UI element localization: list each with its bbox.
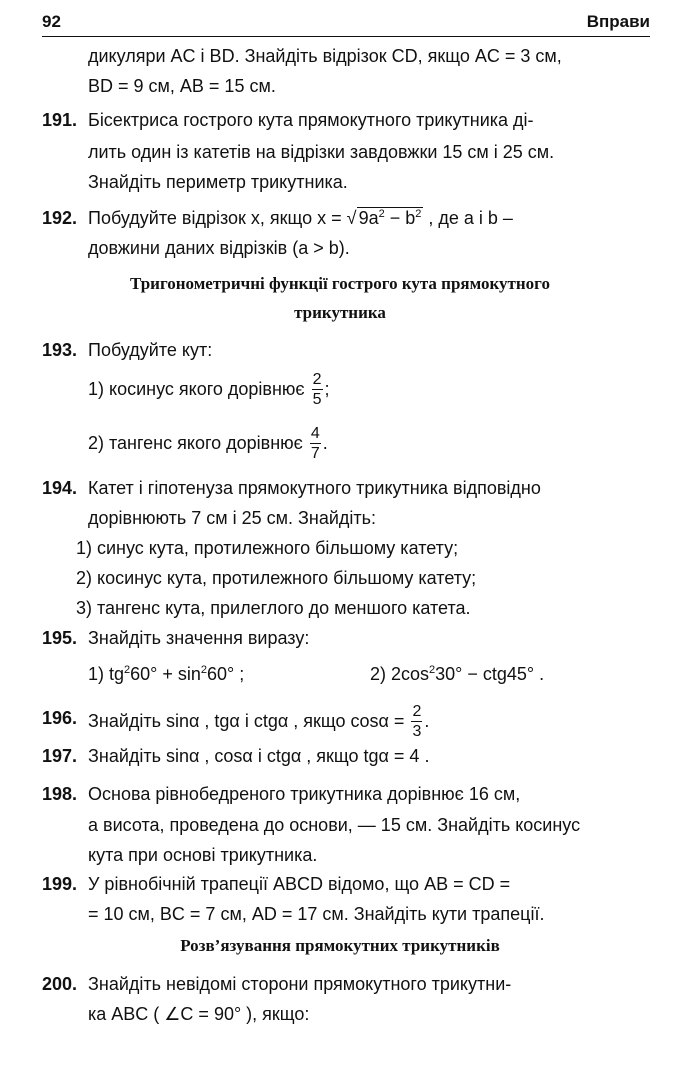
- exercise-196-line-1: [88, 704, 429, 740]
- punctuation: ;: [324, 378, 330, 399]
- exercise-192-line-1: [88, 208, 513, 229]
- page-header: [42, 10, 650, 37]
- exercise-198-line-1: Основа рівнобедреного трикутника дорівнює 16 см,: [88, 784, 521, 804]
- exercise-195-item-1: [88, 664, 244, 685]
- exercise-198-number: 198.: [42, 784, 78, 804]
- punctuation: .: [322, 432, 328, 453]
- exercise-191-line-2: лить один із катетів на відрізки завдовжки 15 см і 25 см.: [88, 142, 555, 162]
- exponent: 2: [200, 664, 208, 676]
- fraction-numerator: 2: [412, 703, 422, 720]
- exercise-200-number: 200.: [42, 974, 78, 994]
- exercise-198-line-2: а висота, проведена до основи, — 15 см. Знайдіть косинус: [88, 815, 581, 835]
- exercise-193-item-1: [88, 372, 330, 408]
- exercise-198-line-3: кута при основі трикутника.: [88, 845, 318, 865]
- radicand-b: b: [405, 208, 416, 228]
- fraction-2-5: [312, 372, 323, 408]
- exercise-197-number: 197.: [42, 746, 78, 766]
- exponent-a: 2: [378, 208, 385, 220]
- exercise-191-line-1: Бісектриса гострого кута прямокутного трикутника ді-: [88, 110, 534, 130]
- exercise-194-item-2: 2) косинус кута, протилежного більшому катету;: [76, 568, 477, 588]
- exercise-193-item-2-text: 2) тангенс якого дорівнює: [88, 432, 303, 453]
- exercise-190-line-2: BD = 9 см, AB = 15 см.: [88, 76, 276, 96]
- section-name: Вправи: [586, 12, 650, 31]
- exercise-200-line-2: ка ABC ( ∠C = 90° ), якщо:: [88, 1004, 310, 1024]
- exercise-199-number: 199.: [42, 874, 78, 894]
- fraction-denominator: 3: [412, 723, 422, 740]
- exercise-200-line-1: Знайдіть невідомі сторони прямокутного трикутни-: [88, 974, 512, 994]
- fraction-numerator: 4: [310, 425, 320, 442]
- exponent-b: 2: [415, 208, 422, 220]
- exercise-194-line-2: дорівнюють 7 см і 25 см. Знайдіть:: [88, 508, 377, 528]
- exercise-191-number: 191.: [42, 110, 78, 130]
- exercise-196-text: Знайдіть sinα , tgα і ctgα , якщо cosα =: [88, 710, 405, 731]
- fraction-denominator: 7: [310, 445, 320, 462]
- section-heading-solving-triangles: Розв’язування прямокутних трикутників: [180, 936, 500, 955]
- exercise-193-number: 193.: [42, 340, 78, 360]
- page-number: 92: [42, 12, 61, 31]
- expr-part: 60° + sin: [130, 664, 201, 684]
- exercise-192-line-2: довжини даних відрізків (a > b).: [88, 238, 350, 258]
- exercise-195-number: 195.: [42, 628, 78, 648]
- expr-part: 2) 2cos: [370, 664, 430, 684]
- punctuation: .: [424, 710, 430, 731]
- radicand-a: 9a: [358, 208, 379, 228]
- fraction-denominator: 5: [312, 391, 322, 408]
- exercise-195-line-1: Знайдіть значення виразу:: [88, 628, 310, 648]
- square-root-expression: √ $9a^2 - b^2$: [346, 208, 422, 228]
- exercise-199-line-1: У рівнобічній трапеції ABCD відомо, що AB = CD =: [88, 874, 511, 894]
- expr-part: 30° − ctg45° .: [435, 664, 545, 684]
- exercise-199-line-2: = 10 см, BC = 7 см, AD = 17 см. Знайдіть кути трапеції.: [88, 904, 545, 924]
- expr-part: 60° ;: [207, 664, 245, 684]
- exponent: 2: [124, 664, 131, 676]
- exponent: 2: [429, 664, 436, 676]
- exercise-194-line-1: Катет і гіпотенуза прямокутного трикутника відповідно: [88, 478, 541, 498]
- exercise-197-line-1: Знайдіть sinα , cosα і ctgα , якщо tgα = 4 .: [88, 746, 430, 766]
- exercise-193-item-2: [88, 426, 328, 462]
- exercise-190-line-1: дикуляри AC і BD. Знайдіть відрізок CD, якщо AC = 3 см,: [88, 46, 562, 66]
- exercise-194-item-3: 3) тангенс кута, прилеглого до меншого катета.: [76, 598, 471, 618]
- exercise-193-line-1: Побудуйте кут:: [88, 340, 213, 360]
- fraction-numerator: 2: [312, 371, 322, 388]
- section-heading-trig-line-2: трикутника: [294, 303, 386, 322]
- exercise-192-text-a: Побудуйте відрізок x, якщо x =: [88, 208, 342, 228]
- exercise-192-number: 192.: [42, 208, 78, 228]
- exercise-194-item-1: 1) синус кута, протилежного більшому катету;: [76, 538, 459, 558]
- exercise-192-text-b: , де a і b –: [428, 208, 513, 228]
- fraction-4-7: [310, 426, 321, 462]
- section-heading-trig-line-1: Тригонометричні функції гострого кута прямокутного: [130, 274, 550, 293]
- exercise-193-item-1-text: 1) косинус якого дорівнює: [88, 378, 305, 399]
- exercise-195-item-2: [370, 664, 544, 685]
- exercise-196-number: 196.: [42, 708, 78, 728]
- radicand-minus: −: [384, 208, 406, 228]
- expr-part: 1) tg: [88, 664, 125, 684]
- fraction-2-3: [411, 704, 422, 740]
- exercise-191-line-3: Знайдіть периметр трикутника.: [88, 172, 348, 192]
- exercise-194-number: 194.: [42, 478, 78, 498]
